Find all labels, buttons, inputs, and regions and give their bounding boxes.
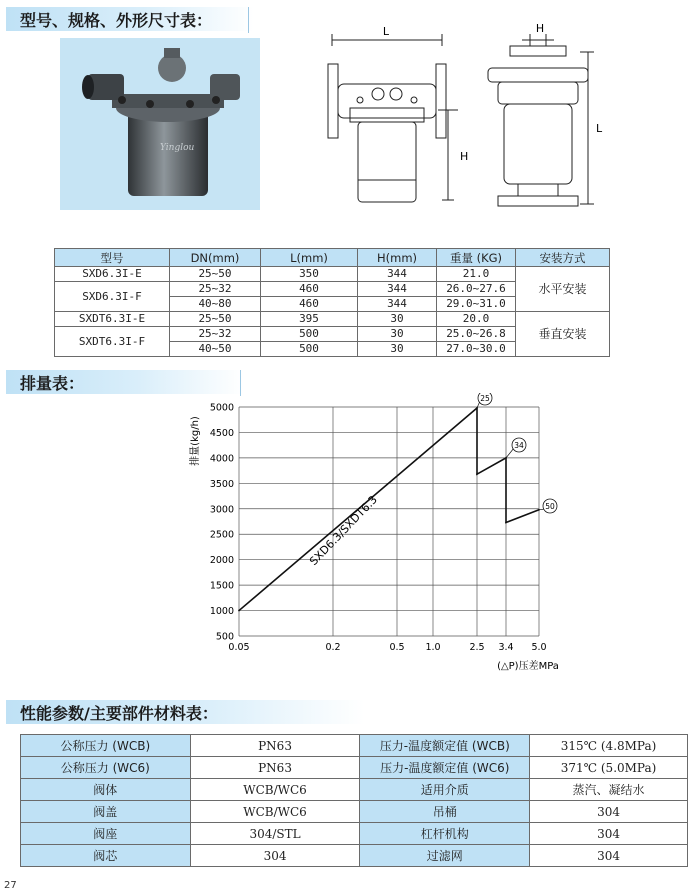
chart-series — [238, 407, 540, 611]
cell-weight: 21.0 — [437, 267, 516, 282]
cell-dn: 40~80 — [170, 297, 261, 312]
steam-trap-image — [60, 38, 260, 210]
cell-l: 500 — [261, 342, 358, 357]
table-row — [21, 823, 688, 845]
param-label: 公称压力 (WCB) — [21, 735, 191, 757]
param-label: 阀体 — [21, 779, 191, 801]
col-header-dn: DN(mm) — [170, 249, 261, 267]
y-tick-label: 4500 — [209, 427, 234, 439]
cell-install-vertical: 垂直安装 — [516, 312, 610, 357]
param-value: 315℃ (4.8MPa) — [530, 735, 688, 757]
col-header-weight: 重量 (KG) — [437, 249, 516, 267]
col-header-model: 型号 — [55, 249, 170, 267]
cell-model: SXD6.3I-E — [55, 267, 170, 282]
data-point — [505, 522, 507, 524]
y-tick-label: 2500 — [209, 529, 234, 541]
section-title: 型号、规格、外形尺寸表： — [6, 7, 254, 31]
cell-l: 460 — [261, 282, 358, 297]
cell-l: 395 — [261, 312, 358, 327]
cell-model: SXDT6.3I-E — [55, 312, 170, 327]
cell-dn: 40~50 — [170, 342, 261, 357]
x-tick-label: 2.5 — [469, 642, 485, 653]
section-title: 性能参数/主要部件材料表： — [6, 700, 364, 724]
cell-dn: 25~32 — [170, 282, 261, 297]
cell-install-horizontal: 水平安装 — [516, 267, 610, 312]
y-tick-label: 4000 — [209, 453, 234, 465]
table-row — [21, 801, 688, 823]
param-value: 304 — [530, 801, 688, 823]
page-number: 27 — [4, 880, 17, 891]
y-tick-label: 3500 — [209, 478, 234, 490]
marker-label: 34 — [514, 441, 524, 450]
param-value: 304 — [530, 845, 688, 867]
cell-l: 350 — [261, 267, 358, 282]
cell-dn: 25~50 — [170, 312, 261, 327]
data-point — [238, 610, 240, 612]
capacity-chart — [180, 393, 580, 675]
cell-h: 30 — [358, 342, 437, 357]
dimension-drawing — [318, 20, 608, 220]
cell-model: SXD6.3I-F — [55, 282, 170, 312]
cell-weight: 25.0~26.8 — [437, 327, 516, 342]
dim-l-side-label: L — [596, 122, 603, 135]
header-divider — [248, 7, 249, 33]
x-tick-label: 5.0 — [531, 642, 547, 653]
x-tick-label: 0.05 — [228, 642, 250, 653]
svg-text:Yinglou: Yinglou — [160, 143, 195, 153]
product-photo — [60, 38, 260, 210]
param-label: 压力-温度额定值 (WC6) — [360, 757, 530, 779]
cell-h: 30 — [358, 327, 437, 342]
y-axis-label: 排量(kg/h) — [190, 416, 201, 466]
chart-grid — [239, 407, 539, 636]
cell-h: 344 — [358, 267, 437, 282]
param-value: 304/STL — [190, 823, 360, 845]
param-label: 适用介质 — [360, 779, 530, 801]
col-header-l: L(mm) — [261, 249, 358, 267]
y-tick-label: 1500 — [209, 580, 234, 592]
cell-h: 344 — [358, 282, 437, 297]
param-value: 304 — [190, 845, 360, 867]
x-tick-label: 0.5 — [389, 642, 405, 653]
cell-model: SXDT6.3I-F — [55, 327, 170, 357]
dim-l-label: L — [382, 25, 390, 38]
param-label: 阀芯 — [21, 845, 191, 867]
table-row — [55, 312, 610, 327]
y-tick-label: 5000 — [209, 402, 234, 414]
param-label: 杠杆机构 — [360, 823, 530, 845]
data-point — [476, 473, 478, 475]
spec-header-row — [55, 249, 610, 267]
section-header-materials — [6, 700, 364, 724]
cell-dn: 25~32 — [170, 327, 261, 342]
param-value: WCB/WC6 — [190, 779, 360, 801]
param-label: 吊桶 — [360, 801, 530, 823]
x-tick-label: 1.0 — [425, 642, 441, 653]
marker-label: 50 — [545, 502, 555, 511]
marker-leader — [506, 448, 514, 458]
param-label: 阀座 — [21, 823, 191, 845]
series-label: SXD6.3/SXDT6.3 — [307, 493, 380, 568]
cell-l: 460 — [261, 297, 358, 312]
param-label: 过滤网 — [360, 845, 530, 867]
cell-h: 344 — [358, 297, 437, 312]
x-tick-label: 0.2 — [325, 642, 341, 653]
dim-h-top-label: H — [535, 22, 545, 35]
x-axis-label: (△P)压差MPa — [497, 661, 559, 672]
chart-ticks — [210, 403, 547, 654]
param-value: 304 — [530, 823, 688, 845]
section-header-capacity — [6, 370, 244, 394]
spec-table — [54, 248, 610, 357]
param-label: 公称压力 (WC6) — [21, 757, 191, 779]
section-title: 排量表： — [6, 370, 244, 394]
series-line — [239, 408, 539, 611]
y-tick-label: 2000 — [209, 555, 234, 567]
table-row — [21, 845, 688, 867]
cell-h: 30 — [358, 312, 437, 327]
col-header-h: H(mm) — [358, 249, 437, 267]
chart-markers — [477, 393, 557, 513]
param-value: PN63 — [190, 735, 360, 757]
cell-weight: 26.0~27.6 — [437, 282, 516, 297]
cell-weight: 29.0~31.0 — [437, 297, 516, 312]
table-row — [55, 267, 610, 282]
cell-l: 500 — [261, 327, 358, 342]
cell-weight: 20.0 — [437, 312, 516, 327]
materials-table — [20, 734, 688, 867]
table-row — [21, 735, 688, 757]
section-header-spec — [6, 7, 254, 31]
param-value: 371℃ (5.0MPa) — [530, 757, 688, 779]
table-row — [21, 779, 688, 801]
y-tick-label: 1000 — [209, 606, 234, 618]
col-header-install: 安装方式 — [516, 249, 610, 267]
param-label: 压力-温度额定值 (WCB) — [360, 735, 530, 757]
table-row — [21, 757, 688, 779]
dim-h-label: H — [460, 150, 469, 163]
param-value: WCB/WC6 — [190, 801, 360, 823]
cell-dn: 25~50 — [170, 267, 261, 282]
y-tick-label: 3000 — [209, 504, 234, 516]
y-tick-label: 500 — [215, 631, 234, 643]
marker-label: 25 — [480, 394, 490, 403]
param-value: PN63 — [190, 757, 360, 779]
x-tick-label: 3.4 — [498, 642, 514, 653]
cell-weight: 27.0~30.0 — [437, 342, 516, 357]
param-value: 蒸汽、凝结水 — [530, 779, 688, 801]
param-label: 阀盖 — [21, 801, 191, 823]
